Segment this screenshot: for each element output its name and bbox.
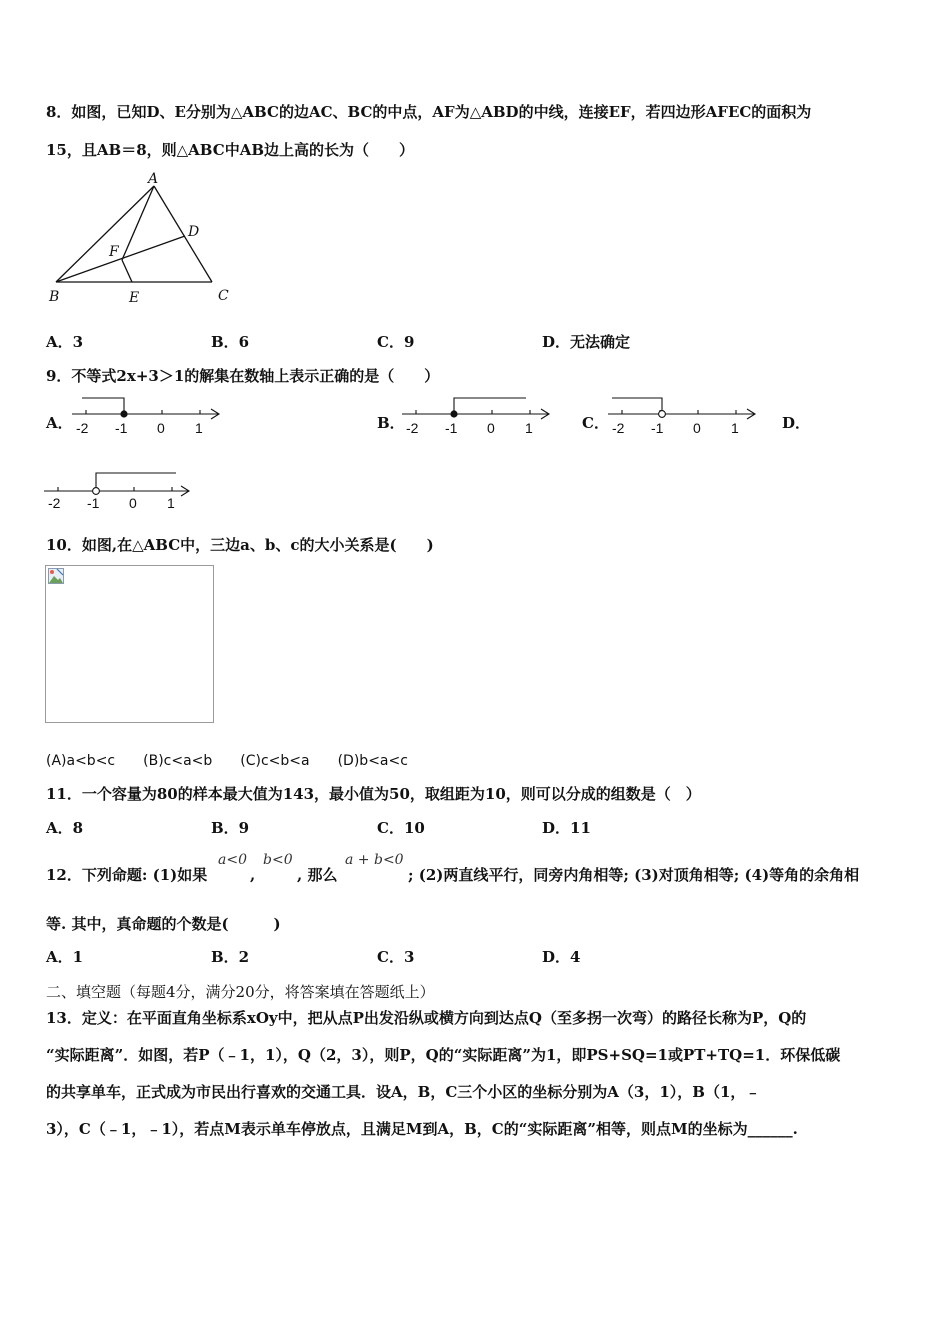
svg-text:1: 1	[731, 420, 739, 436]
svg-text:-1: -1	[87, 495, 100, 509]
q11-option-a: A．8	[46, 819, 84, 837]
q12-comma: ,	[250, 866, 256, 884]
q13-line4: 3），C（﹣1，﹣1），若点M表示单车停放点，且满足M到A，B，C的“实际距离”相等，则点M的坐标为______.	[46, 1120, 798, 1138]
svg-text:-2: -2	[612, 420, 625, 436]
label-c: C	[218, 288, 229, 304]
q12-math-b: b<0	[263, 852, 293, 868]
svg-text:1: 1	[195, 420, 203, 436]
q12-option-a: A．1	[46, 948, 84, 966]
svg-text:-1: -1	[651, 420, 664, 436]
q12-math-a: a<0	[218, 852, 247, 868]
q9-option-a-label: A．	[46, 414, 73, 432]
svg-text:-2: -2	[48, 495, 61, 509]
q10-missing-image-placeholder	[45, 565, 214, 723]
q9-option-b-label: B．	[377, 414, 405, 432]
q8-triangle-figure	[44, 170, 244, 310]
edge-ac	[154, 186, 212, 282]
svg-text:-1: -1	[445, 420, 458, 436]
svg-text:0: 0	[157, 420, 165, 436]
q8-line2: 15，且AB＝8，则△ABC中AB边上高的长为（ ）	[46, 141, 415, 159]
q11-stem: 11．一个容量为80的样本最大值为143，最小值为50，取组距为10，则可以分成的组数是（ ）	[46, 785, 701, 803]
svg-text:-2: -2	[406, 420, 419, 436]
segment-bd	[56, 236, 185, 282]
label-d: D	[188, 224, 200, 240]
hollow-point-icon	[93, 488, 100, 495]
svg-text:-1: -1	[115, 420, 128, 436]
svg-text:1: 1	[525, 420, 533, 436]
q9-number-line-c	[604, 394, 762, 440]
q10-stem: 10．如图,在△ABC中，三边a、b、c的大小关系是( )	[46, 536, 434, 554]
solid-point-icon	[120, 410, 127, 417]
section-2-heading: 二、填空题（每题4分，满分20分，将答案填在答题纸上）	[46, 983, 435, 1001]
q9-number-line-a	[68, 394, 226, 440]
q12-prefix: 12．下列命题: (1)如果	[46, 866, 208, 884]
broken-image-icon	[48, 568, 64, 584]
solid-point-icon	[450, 410, 457, 417]
hollow-point-icon	[659, 411, 666, 418]
q11-option-c: C．10	[377, 819, 425, 837]
svg-text:1: 1	[167, 495, 175, 509]
q11-option-b: B．9	[211, 819, 250, 837]
q12-option-c: C．3	[377, 948, 415, 966]
q9-number-line-b	[398, 394, 556, 440]
q10-options: (A)a<b<c (B)c<a<b (C)c<b<a (D)b<a<c	[46, 753, 408, 769]
q8-option-d: D．无法确定	[542, 333, 631, 351]
q12-line2: 等. 其中，真命题的个数是( )	[46, 915, 281, 933]
q13-line3: 的共享单车，正式成为市民出行喜欢的交通工具．设A，B，C三个小区的坐标分别为A（3，1），B（1，﹣	[46, 1083, 761, 1101]
label-b: B	[49, 289, 60, 305]
q9-option-d-label: D．	[782, 414, 811, 432]
q12-suffix: ; (2)两直线平行，同旁内角相等; (3)对顶角相等; (4)等角的余角相	[408, 866, 860, 884]
q8-option-c: C．9	[377, 333, 415, 351]
q12-math-ab: a + b<0	[345, 852, 404, 868]
svg-text:0: 0	[487, 420, 495, 436]
q12-option-b: B．2	[211, 948, 250, 966]
label-e: E	[129, 290, 140, 306]
q8-option-a: A．3	[46, 333, 84, 351]
q11-option-d: D．11	[542, 819, 591, 837]
edge-ab	[56, 186, 154, 282]
q12-mid: , 那么	[297, 866, 338, 884]
svg-text:0: 0	[693, 420, 701, 436]
q9-number-line-d	[40, 463, 198, 509]
q8-line1: 8．如图，已知D、E分别为△ABC的边AC、BC的中点，AF为△ABD的中线，连接EF，若四边形AFEC的面积为	[46, 103, 812, 121]
segment-fe	[122, 260, 132, 282]
svg-text:-2: -2	[76, 420, 89, 436]
label-a: A	[148, 171, 159, 187]
q13-line1: 13．定义：在平面直角坐标系xOy中，把从点P出发沿纵或横方向到达点Q（至多拐一次弯）的路径长称为P，Q的	[46, 1009, 807, 1027]
q12-option-d: D．4	[542, 948, 581, 966]
label-f: F	[109, 244, 119, 260]
q13-line2: “实际距离”．如图，若P（﹣1，1），Q（2，3），则P，Q的“实际距离”为1，即PS+SQ=1或PT+TQ=1．环保低碳	[46, 1046, 841, 1064]
q8-option-b: B．6	[211, 333, 250, 351]
q9-stem: 9．不等式2x+3＞1的解集在数轴上表示正确的是（ ）	[46, 367, 440, 385]
q9-option-c-label: C．	[582, 414, 609, 432]
svg-text:0: 0	[129, 495, 137, 509]
